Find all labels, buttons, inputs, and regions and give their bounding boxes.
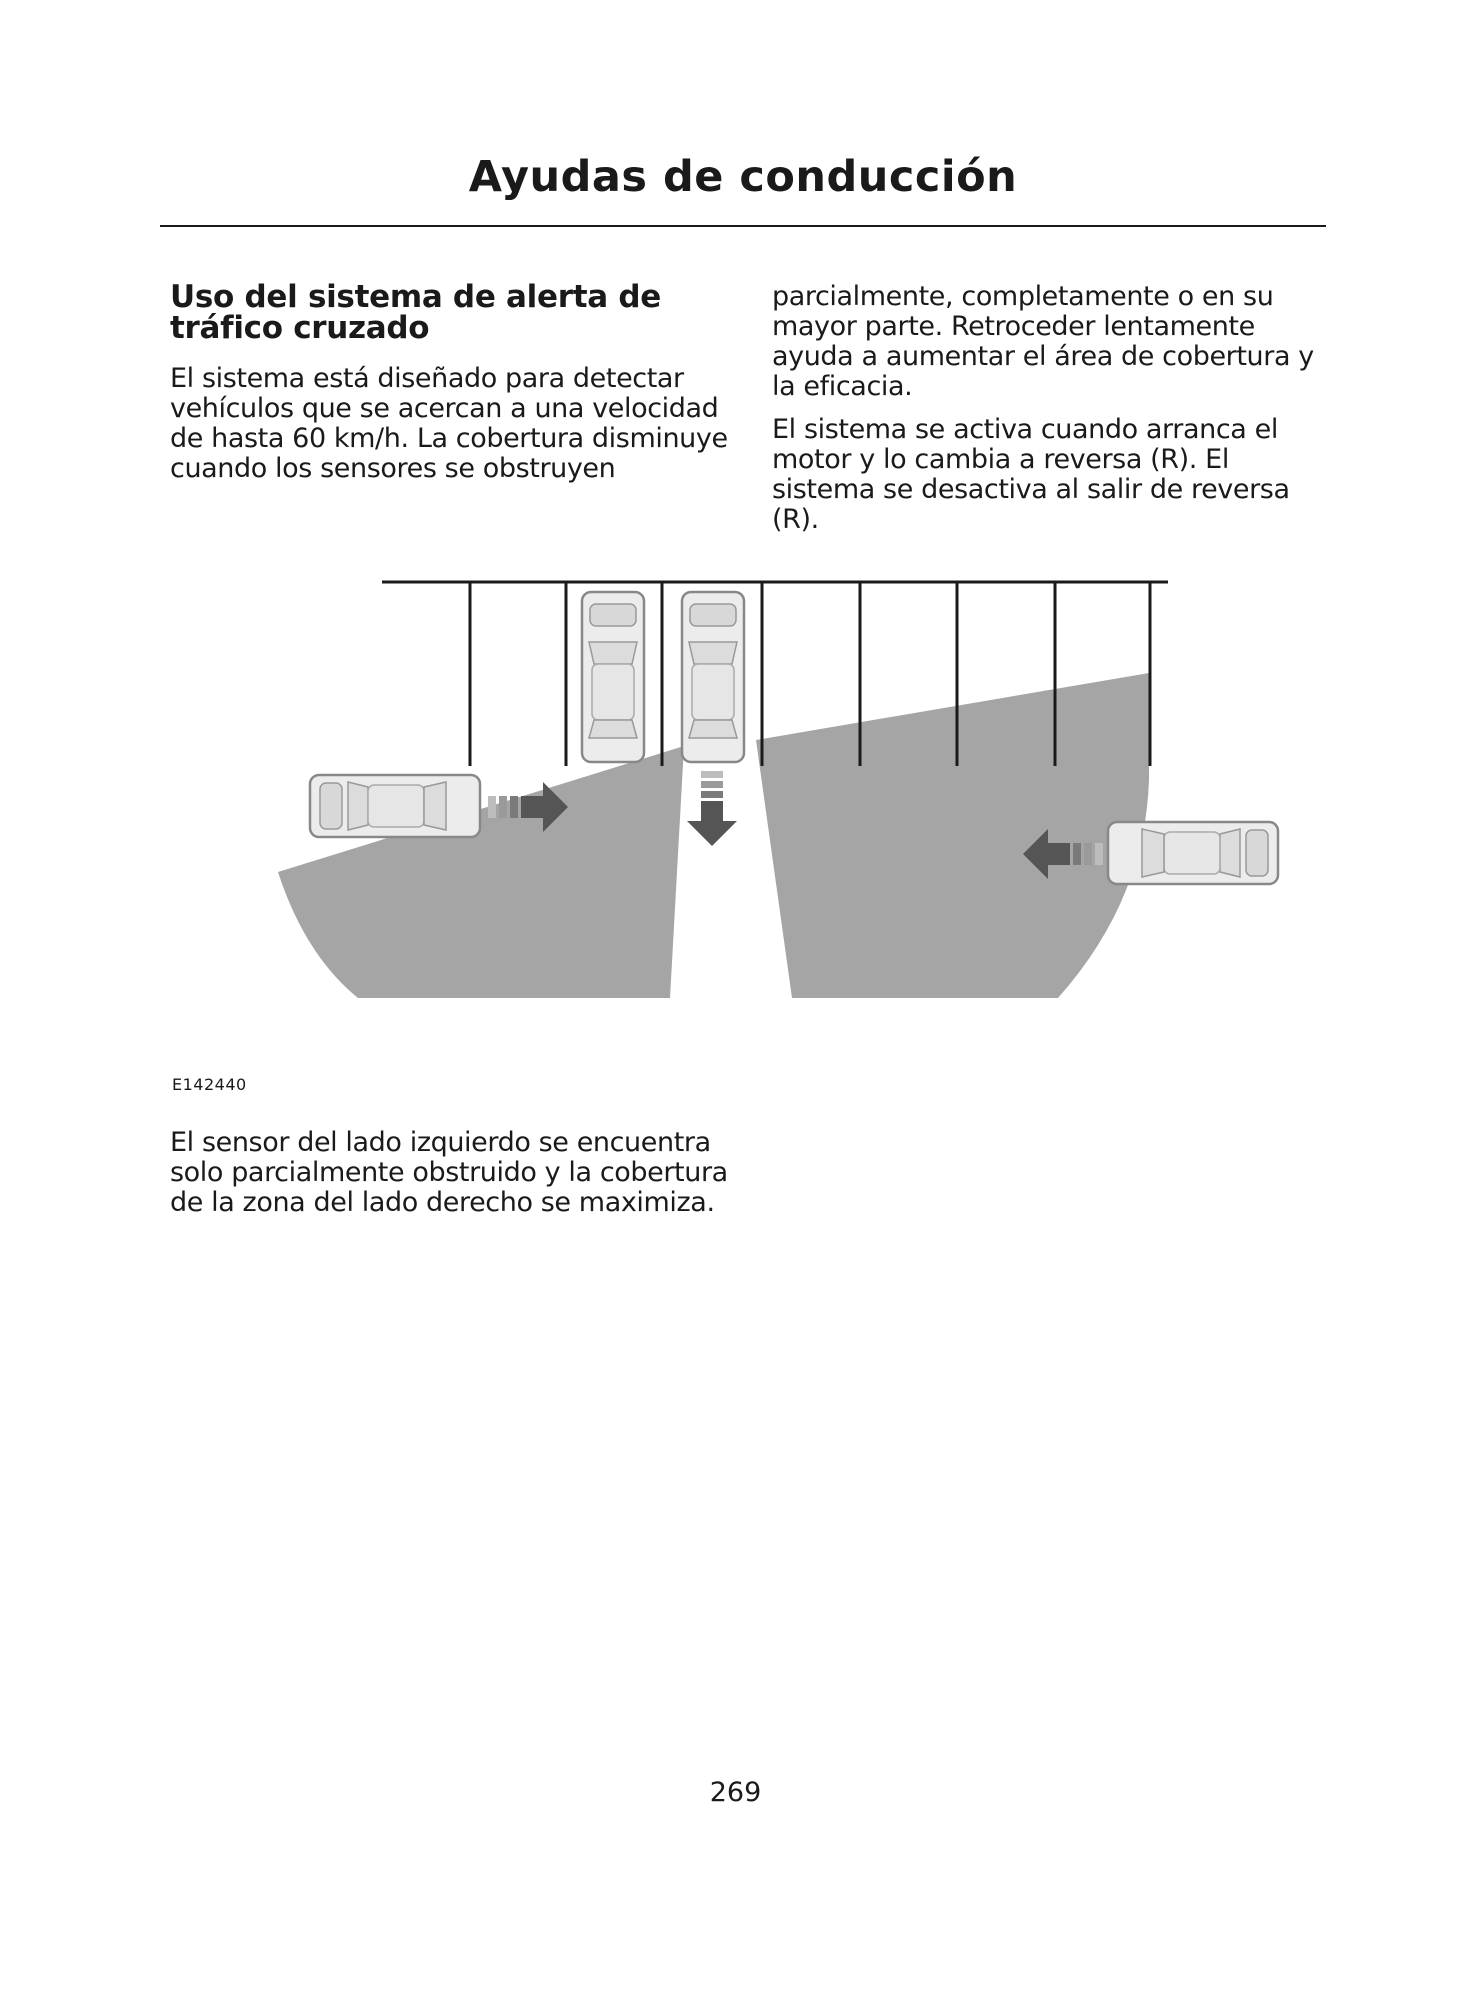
figure-caption: El sensor del lado izquierdo se encuentra solo parcialmente obstruido y la cobertura de la zona del lado derecho se maximiza. [170, 1127, 728, 1218]
figure-code: E142440 [172, 1075, 247, 1094]
approaching-car-left [310, 775, 480, 837]
page-title: Ayudas de conducción [468, 152, 1018, 202]
paragraph-continuation: parcialmente, completamente o en su mayor parte. Retroceder lentamente ayuda a aumentar el área de cobertura y la eficacia. [772, 281, 1314, 402]
cross-traffic-diagram [270, 570, 1300, 1010]
paragraph-intro: El sistema está diseñado para detectar vehículos que se acercan a una velocidad de hasta 60 km/h. La cobertura disminuye cuando los sensores se obstruyen [170, 363, 728, 484]
right-sensor-zone [756, 673, 1149, 998]
section-heading: Uso del sistema de alerta de tráfico cruzado [170, 279, 661, 346]
header-divider [160, 225, 1326, 227]
paragraph-activation: El sistema se activa cuando arranca el motor y lo cambia a reversa (R). El sistema se desactiva al salir de reversa (R). [772, 414, 1290, 535]
approaching-car-right [1108, 822, 1278, 884]
reversing-car [682, 592, 744, 762]
parked-car [582, 592, 644, 762]
arrow-down-icon [687, 771, 737, 846]
page-number: 269 [709, 1777, 762, 1808]
